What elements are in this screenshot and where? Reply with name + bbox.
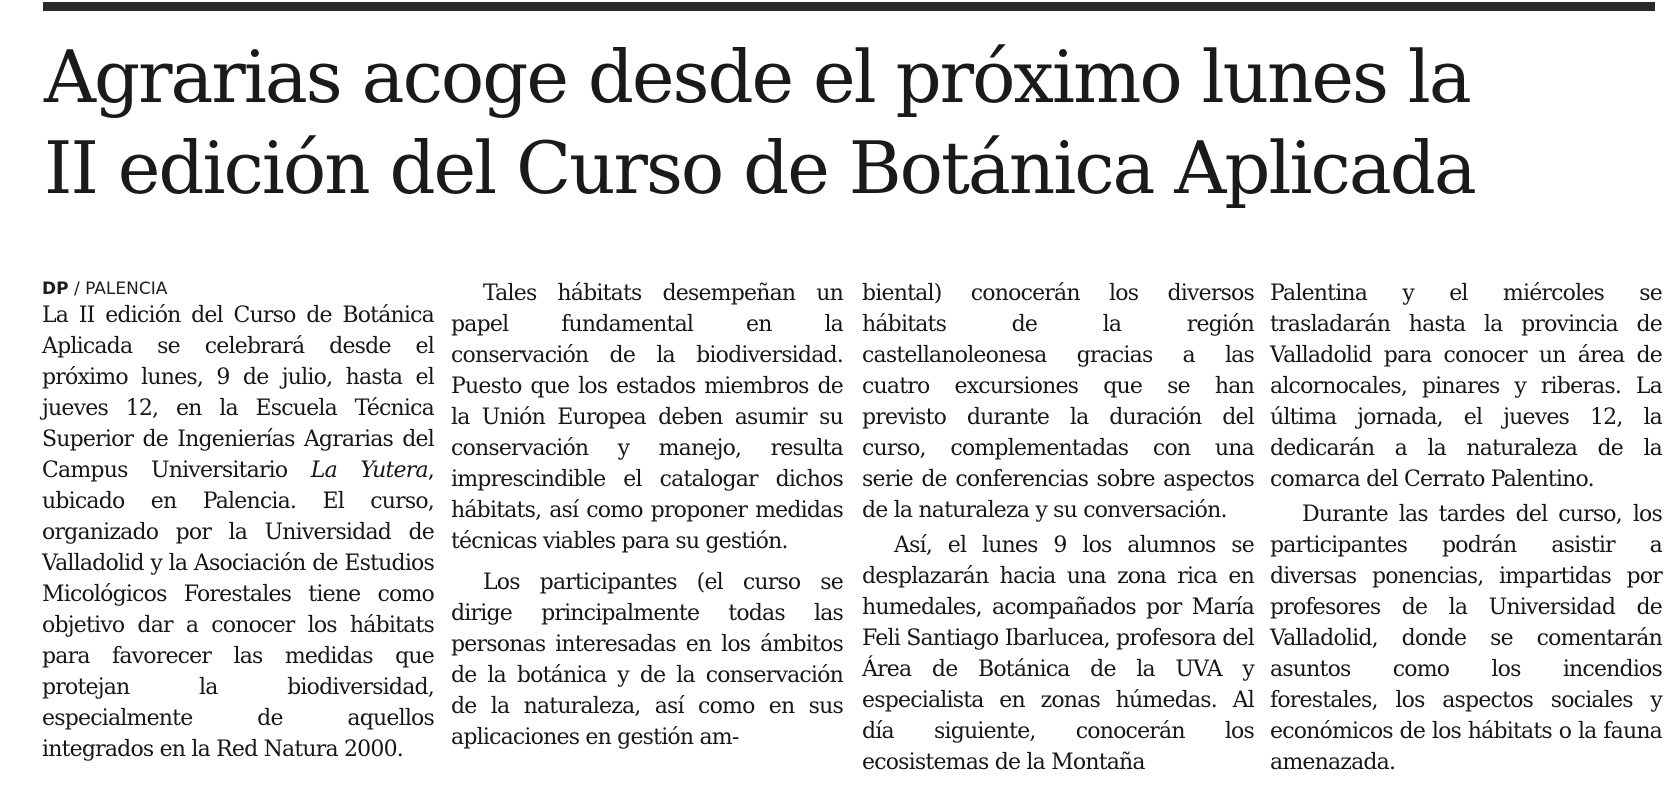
byline-separator: / (68, 279, 86, 299)
byline-agency: DP (42, 279, 69, 299)
paragraph-2: Tales hábitats desempeñan un papel fundamental en la conservación de la biodiversidad. Puesto que los estados miembros de la Unión Europea deben asumir su conservación y manejo, resulta imprescindible el catalogar dichos hábitats, así como proponer medidas técnicas viables para su gestión. (451, 281, 843, 554)
campus-name: La Yutera (310, 458, 428, 483)
column-4 (1270, 278, 1662, 778)
paragraph-1 (42, 300, 434, 765)
paragraph-3-start: Los participantes (el curso se dirige principalmente todas las personas interesadas en los ámbitos de la botánica y de la conservación de la naturaleza, así como en sus aplicaciones en gestión am- (451, 570, 843, 750)
paragraph-5: Durante las tardes del curso, los participantes podrán asistir a diversas ponencias, impartidas por profesores de la Universidad de Valladolid, donde se comentarán asuntos como los incendios forestales, los aspectos sociales y económicos de los hábitats o la fauna amenazada. (1270, 502, 1662, 775)
column-1 (42, 278, 434, 765)
byline (42, 278, 434, 300)
column-2 (451, 278, 843, 753)
paragraph-4-end: Palentina y el miércoles se trasladarán hasta la provincia de Valladolid para conocer un área de alcornocales, pinares y riberas. La última jornada, el jueves 12, la dedicarán a la naturaleza de la comarca del Cerrato Palentino. (1270, 281, 1662, 492)
byline-location: PALENCIA (85, 279, 168, 299)
headline (44, 32, 1654, 214)
headline-line-2: II edición del Curso de Botánica Aplicada (44, 126, 1475, 210)
column-3 (862, 278, 1254, 778)
top-rule (43, 2, 1655, 11)
paragraph-3-end: biental) conocerán los diversos hábitats de la región castellanoleonesa gracias a las cuatro excursiones que se han previsto durante la duración del curso, complementadas con una serie de conferencias sobre aspectos de la naturaleza y su conversación. (862, 281, 1254, 523)
paragraph-1-text-b: , ubicado en Palencia. El curso, organizado por la Universidad de Valladolid y la Asociación de Estudios Micológicos Forestales tiene como objetivo dar a conocer los hábitats para favorecer las medidas que protejan la biodiversidad, especialmente de aquellos integrados en la Red Natura 2000. (42, 458, 434, 762)
headline-line-1: Agrarias acoge desde el próximo lunes la (44, 35, 1470, 119)
paragraph-4-start: Así, el lunes 9 los alumnos se desplazarán hacia una zona rica en humedales, acompañados por María Feli Santiago Ibarlucea, profesora del Área de Botánica de la UVA y especialista en zonas húmedas. Al día siguiente, conocerán los ecosistemas de la Montaña (862, 533, 1254, 775)
paragraph-1-text-a: La II edición del Curso de Botánica Aplicada se celebrará desde el próximo lunes, 9 de julio, hasta el jueves 12, en la Escuela Técnica Superior de Ingenierías Agrarias del Campus Universitario (42, 303, 434, 483)
